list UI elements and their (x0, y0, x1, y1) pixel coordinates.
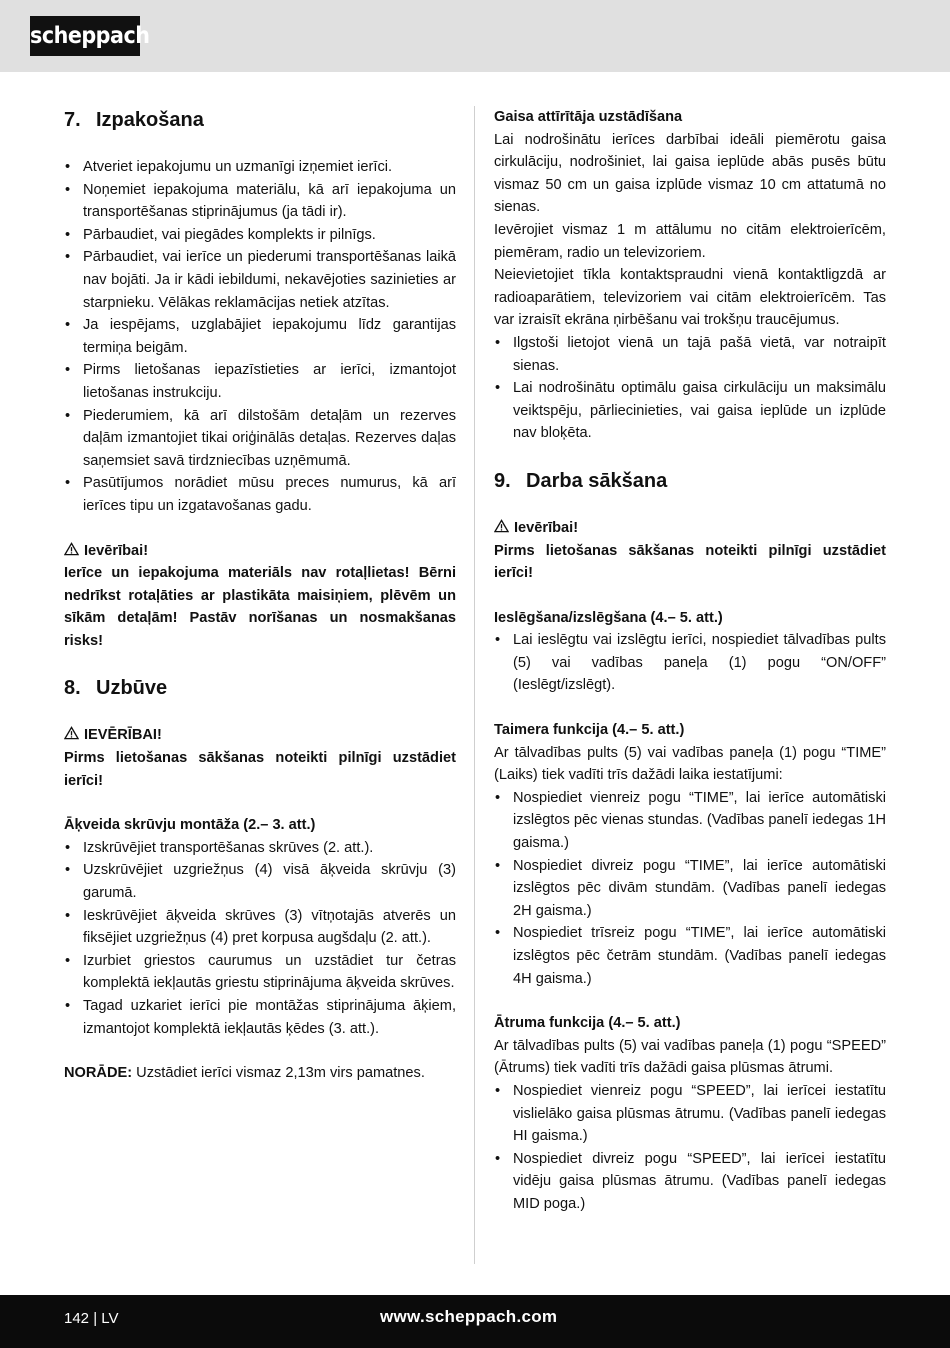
warning-label: IEVĒRĪBAI! (64, 724, 456, 747)
list-item: • Lai nodrošinātu optimālu gaisa cirkulāciju un maksimālu veiktspēju, pārliecinieties, vai gaisa ieplūde un izplūde nav bloķēta. (494, 377, 886, 445)
timer-list (494, 787, 886, 990)
list-item: • Pārbaudiet, vai ierīce un piederumi transportēšanas laikā nav bojāti. Ja ir kādi iebildumi, nekavējoties sazinieties ar starpnieku. Vēlākas reklamācijas netiek atzītas. (64, 246, 456, 314)
list-item: • Izskrūvējiet transportēšanas skrūves (2. att.). (64, 837, 456, 860)
header-bar (0, 0, 950, 72)
list-item: • Lai ieslēgtu vai izslēgtu ierīci, nospiediet tālvadības pults (5) vai vadības paneļa (1) pogu “ON/OFF” (Ieslēgt/izslēgt). (494, 629, 886, 697)
warning-text: Pirms lietošanas sākšanas noteikti pilnīgi uzstādiet ierīci! (494, 542, 886, 582)
list-item: • Ieskrūvējiet āķveida skrūves (3) vītņotajās atverēs un fiksējiet uzgriežņus (4) pret korpusa augšdaļu (2. att.). (64, 905, 456, 950)
paragraph: Lai nodrošinātu ierīces darbībai ideāli piemērotu gaisa cirkulāciju, nodrošiniet, lai gaisa ieplūde abās pusēs būtu vismaz 50 cm un gaisa izplūde vismaz 10 cm attatumā no sienas. (494, 131, 886, 216)
list-item: • Pārbaudiet, vai piegādes komplekts ir pilnīgs. (64, 224, 456, 247)
paragraph: Neievietojiet tīkla kontaktspraudni vienā kontaktligzdā ar radioaparātiem, televizoriem vai citām elektroierīcēm. Tas var izraisīt ekrāna ņirbēšanu vai trokšņu traucējumus. (494, 267, 886, 329)
list-item: • Nospiediet divreiz pogu “TIME”, lai ierīce automātiski izslēgtos pēc divām stundām. (Vadības panelī iedegas 2H gaisma.) (494, 855, 886, 923)
list-item: • Pasūtījumos norādiet mūsu preces numurus, kā arī ierīces tipu un izgatavošanas gadu. (64, 472, 456, 517)
hook-mounting-list (64, 837, 456, 1040)
list-item: • Nospiediet vienreiz pogu “TIME”, lai ierīce automātiski izslēgtos pēc vienas stundas. (Vadības panelī iedegas 1H gaisma.) (494, 787, 886, 855)
left-column (64, 106, 456, 1085)
list-item: • Uzskrūvējiet uzgriežņus (4) visā āķveida skrūvju (3) garumā. (64, 859, 456, 904)
subsection-title: Āķveida skrūvju montāža (2.– 3. att.) (64, 817, 316, 834)
paragraph: Ar tālvadības pults (5) vai vadības paneļa (1) pogu “SPEED” (Ātrums) tiek vadīti trīs dažādi gaisa plūsmas ātrumi. (494, 1037, 886, 1077)
subsection-title: Gaisa attīrītāja uzstādīšana (494, 109, 683, 125)
paragraph: Ievērojiet vismaz 1 m attālumu no citām elektroierīcēm, piemēram, radio un televizoriem. (494, 221, 886, 261)
section-7-heading: 7. Izpakošana (64, 109, 204, 131)
list-item: • Ilgstoši lietojot vienā un tajā pašā vietā, var notraipīt sienas. (494, 332, 886, 377)
warning-label: Ievērībai! (64, 540, 456, 563)
warning-triangle-icon (494, 519, 509, 533)
note-paragraph: NORĀDE: Uzstādiet ierīci vismaz 2,13m virs pamatnes. (64, 1065, 425, 1082)
list-item: • Nospiediet trīsreiz pogu “TIME”, lai ierīce automātiski izslēgtos pēc četrām stundām. (Vadības panelī iedegas 4H gaisma.) (494, 922, 886, 990)
paragraph: Ar tālvadības pults (5) vai vadības paneļa (1) pogu “TIME” (Laiks) tiek vadīti trīs dažādi laika iestatījumi: (494, 744, 886, 784)
subsection-title: Taimera funkcija (4.– 5. att.) (494, 722, 685, 739)
list-item: • Nospiediet divreiz pogu “SPEED”, lai ierīcei iestatītu vidēju gaisa plūsmas ātrumu. (Vadības panelī iedegas MID poga.) (494, 1148, 886, 1216)
section-8-heading: 8. Uzbūve (64, 677, 168, 700)
website-link[interactable]: www.scheppach.com (380, 1307, 558, 1326)
page-number: 142 | LV (64, 1310, 119, 1327)
unpacking-list (64, 156, 456, 518)
warning-triangle-icon (64, 542, 79, 556)
subsection-title: Ātruma funkcija (4.– 5. att.) (494, 1015, 681, 1032)
subsection-title: Ieslēgšana/izslēgšana (4.– 5. att.) (494, 609, 723, 626)
list-item: • Pirms lietošanas iepazīstieties ar ierīci, izmantojot lietošanas instrukciju. (64, 359, 456, 404)
onoff-list (494, 629, 886, 697)
list-item: • Atveriet iepakojumu un uzmanīgi izņemiet ierīci. (64, 156, 456, 179)
section-9-heading: 9. Darba sākšana (494, 469, 668, 492)
scheppach-logo: scheppach (30, 16, 140, 56)
list-item: • Noņemiet iepakojuma materiālu, kā arī iepakojuma un transportēšanas stiprinājumus (ja tādi ir). (64, 179, 456, 224)
list-item: • Ja iespējams, uzglabājiet iepakojumu līdz garantijas termiņa beigām. (64, 314, 456, 359)
list-item: • Nospiediet vienreiz pogu “SPEED”, lai ierīcei iestatītu vislielāko gaisa plūsmas ātrumu. (Vadības panelī iedegas HI gaisma.) (494, 1080, 886, 1148)
speed-list (494, 1080, 886, 1216)
right-column (494, 106, 886, 1216)
warning-text: Pirms lietošanas sākšanas noteikti pilnīgi uzstādiet ierīci! (64, 750, 456, 789)
column-divider (474, 106, 475, 1264)
air-purifier-list (494, 332, 886, 445)
list-item: • Tagad uzkariet ierīci pie montāžas stiprinājuma āķiem, izmantojot komplektā iekļautās ķēdes (3. att.). (64, 995, 456, 1040)
list-item: • Piederumiem, kā arī dilstošām detaļām un rezerves daļām izmantojiet tikai oriģinālās detaļas. Rezerves daļas saņemsiet savā tirdzniecības uzņēmumā. (64, 405, 456, 473)
footer-bar (0, 1295, 950, 1348)
warning-label: Ievērībai! (494, 517, 886, 540)
list-item: • Izurbiet griestos caurumus un uzstādiet tur četras komplektā iekļautās griestu stiprinājuma āķveida skrūves. (64, 950, 456, 995)
warning-text: Ierīce un iepakojuma materiāls nav rotaļlietas! Bērni nedrīkst rotaļāties ar plastikāta maisiņiem, plēvēm un sīkām detaļām! Pastāv norīšanas un nosmakšanas risks! (64, 565, 456, 649)
warning-triangle-icon (64, 726, 79, 740)
